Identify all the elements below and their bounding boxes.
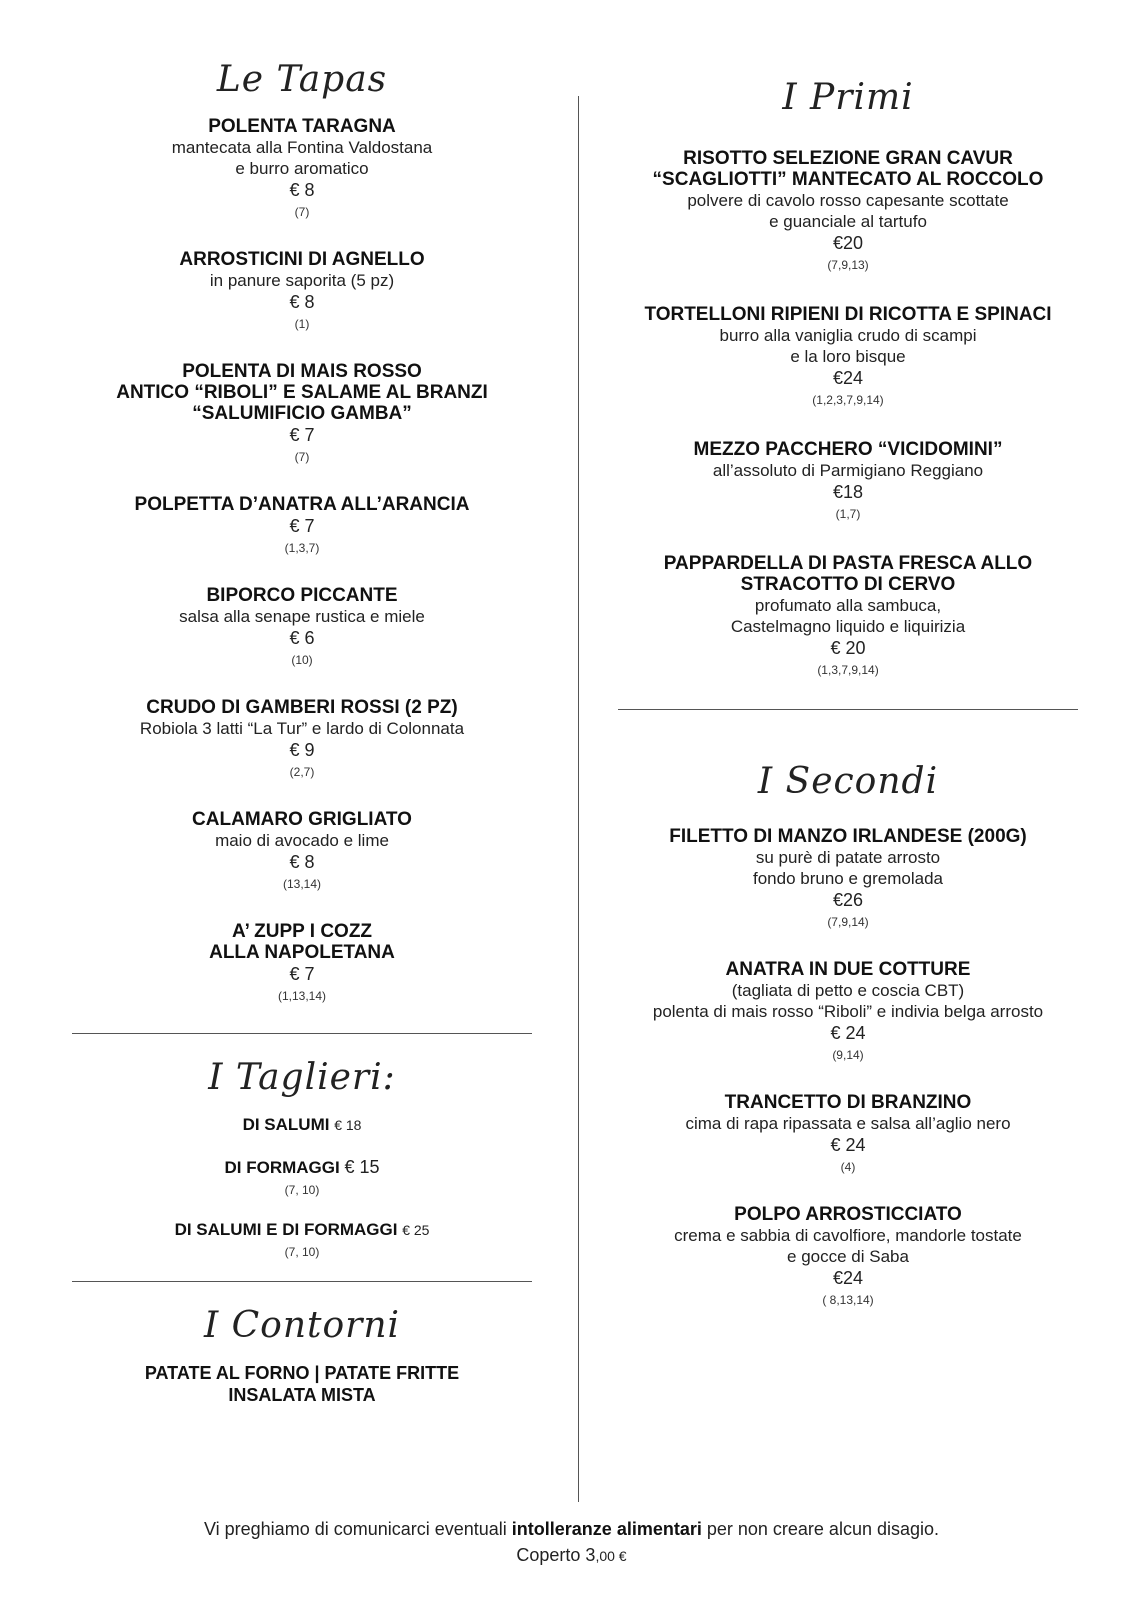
secondi-title: I Secondi [757, 761, 939, 802]
item-price: €24 [832, 368, 864, 388]
menu-item [618, 304, 1078, 409]
item-price: € 6 [289, 628, 315, 648]
item-name: ANATRA IN DUE COTTURE [725, 959, 971, 980]
primi-title: I Primi [782, 77, 914, 118]
item-allergens: (1) [294, 317, 310, 331]
menu-item [618, 1092, 1078, 1176]
secondi-list [618, 826, 1078, 1309]
item-price: € 20 [830, 638, 866, 658]
taglieri-title: I Taglieri: [208, 1057, 396, 1098]
item-description: burro alla vaniglia crudo di scampi e la loro bisque [719, 326, 977, 366]
item-description: salsa alla senape rustica e miele [179, 607, 425, 626]
item-price: €18 [832, 482, 864, 502]
item-description: polvere di cavolo rosso capesante scottate e guanciale al tartufo [687, 191, 1009, 231]
section-divider [618, 709, 1078, 710]
menu-item [72, 697, 532, 781]
menu-item [618, 1204, 1078, 1309]
item-allergens: (7) [294, 450, 310, 464]
item-allergens: ( 8,13,14) [822, 1293, 874, 1307]
item-name: ARROSTICINI DI AGNELLO [179, 249, 425, 270]
tagliere-item [72, 1156, 532, 1199]
item-name: CALAMARO GRIGLIATO [192, 809, 412, 830]
item-name: TRANCETTO DI BRANZINO [724, 1092, 972, 1113]
section-divider [72, 1281, 532, 1282]
tagliere-line [72, 1219, 532, 1241]
tagliere-name: DI FORMAGGI [224, 1158, 340, 1177]
item-name: BIPORCO PICCANTE [206, 585, 398, 606]
item-allergens: (1,3,7,9,14) [817, 663, 879, 677]
item-allergens: (10) [291, 653, 313, 667]
item-allergens: (1,13,14) [277, 989, 327, 1003]
item-description: Robiola 3 latti “La Tur” e lardo di Colonnata [139, 719, 465, 738]
footer [0, 1516, 1143, 1569]
item-price: € 24 [830, 1023, 866, 1043]
tagliere-allergens: (7, 10) [284, 1245, 320, 1259]
item-description: crema e sabbia di cavolfiore, mandorle tostate e gocce di Saba [674, 1226, 1022, 1266]
item-allergens: (7) [294, 205, 310, 219]
item-name: POLENTA TARAGNA [208, 116, 396, 137]
item-allergens: (7,9,13) [827, 258, 869, 272]
item-description: su purè di patate arrosto fondo bruno e gremolada [753, 848, 943, 888]
item-description: maio di avocado e lime [215, 831, 389, 850]
primi-list [618, 148, 1078, 679]
item-description: (tagliata di petto e coscia CBT) polenta di mais rosso “Riboli” e indivia belga arrosto [652, 981, 1044, 1021]
menu-item [618, 826, 1078, 931]
item-name: PAPPARDELLA DI PASTA FRESCA ALLO STRACOTTO DI CERVO [663, 553, 1033, 595]
item-description: profumato alla sambuca, Castelmagno liquido e liquirizia [730, 596, 966, 636]
contorni-text: PATATE AL FORNO | PATATE FRITTE INSALATA MISTA [144, 1363, 460, 1405]
left-column [72, 58, 532, 1406]
tagliere-line [72, 1156, 532, 1179]
item-name: MEZZO PACCHERO “VICIDOMINI” [693, 439, 1003, 460]
item-name: POLPO ARROSTICCIATO [734, 1204, 962, 1225]
menu-item [72, 809, 532, 893]
tagliere-price: € 15 [344, 1157, 380, 1177]
item-name: CRUDO DI GAMBERI ROSSI (2 PZ) [146, 697, 458, 718]
menu-item [72, 585, 532, 669]
menu-item [618, 553, 1078, 679]
item-name: TORTELLONI RIPIENI DI RICOTTA E SPINACI [644, 304, 1052, 325]
item-name: RISOTTO SELEZIONE GRAN CAVUR “SCAGLIOTTI” MANTECATO AL ROCCOLO [652, 148, 1044, 190]
item-price: € 8 [289, 180, 315, 200]
menu-item [618, 148, 1078, 274]
item-name: POLENTA DI MAIS ROSSO ANTICO “RIBOLI” E SALAME AL BRANZI “SALUMIFICIO GAMBA” [116, 361, 488, 424]
section-divider [72, 1033, 532, 1034]
item-allergens: (13,14) [282, 877, 322, 891]
item-price: € 8 [289, 292, 315, 312]
tagliere-price: € 25 [402, 1222, 430, 1238]
item-price: € 7 [289, 964, 315, 984]
item-price: € 24 [830, 1135, 866, 1155]
tagliere-allergens: (7, 10) [284, 1183, 320, 1197]
item-allergens: (1,7) [835, 507, 861, 521]
menu-item [72, 116, 532, 221]
menu-item [72, 494, 532, 557]
tapas-list [72, 116, 532, 1005]
right-column [618, 76, 1078, 1337]
item-name: A’ ZUPP I COZZ ALLA NAPOLETANA [209, 921, 395, 963]
item-price: €24 [832, 1268, 864, 1288]
menu-item [618, 959, 1078, 1064]
column-divider [578, 96, 579, 1502]
item-description: all’assoluto di Parmigiano Reggiano [712, 461, 984, 480]
tagliere-line [72, 1114, 532, 1136]
item-allergens: (7,9,14) [827, 915, 869, 929]
taglieri-list [72, 1114, 532, 1261]
item-price: €26 [832, 890, 864, 910]
menu-item [618, 439, 1078, 523]
item-name: FILETTO DI MANZO IRLANDESE (200G) [669, 826, 1027, 847]
item-price: € 8 [289, 852, 315, 872]
item-description: cima di rapa ripassata e salsa all’aglio nero [685, 1114, 1011, 1133]
item-allergens: (1,3,7) [284, 541, 320, 555]
item-description: in panure saporita (5 pz) [209, 271, 395, 290]
intolerance-notice: Vi preghiamo di comunicarci eventuali intolleranze alimentari per non creare alcun disagio. [203, 1519, 940, 1539]
tagliere-name: DI SALUMI [242, 1115, 330, 1134]
menu-item [72, 249, 532, 333]
item-allergens: (1,2,3,7,9,14) [812, 393, 884, 407]
contorni-title: I Contorni [203, 1305, 401, 1346]
item-name: POLPETTA D’ANATRA ALL’ARANCIA [134, 494, 470, 515]
item-allergens: (9,14) [832, 1048, 864, 1062]
tagliere-price: € 18 [334, 1117, 362, 1133]
item-price: € 7 [289, 425, 315, 445]
item-allergens: (2,7) [289, 765, 315, 779]
item-allergens: (4) [840, 1160, 856, 1174]
menu-item [72, 361, 532, 466]
cover-charge: Coperto 3,00 € [516, 1545, 627, 1565]
tagliere-item [72, 1114, 532, 1136]
tagliere-item [72, 1219, 532, 1261]
tagliere-name: DI SALUMI E DI FORMAGGI [174, 1220, 398, 1239]
tapas-title: Le Tapas [216, 59, 388, 100]
item-description: mantecata alla Fontina Valdostana e burro aromatico [171, 138, 433, 178]
item-price: € 9 [289, 740, 315, 760]
menu-item [72, 921, 532, 1005]
item-price: €20 [832, 233, 864, 253]
item-price: € 7 [289, 516, 315, 536]
